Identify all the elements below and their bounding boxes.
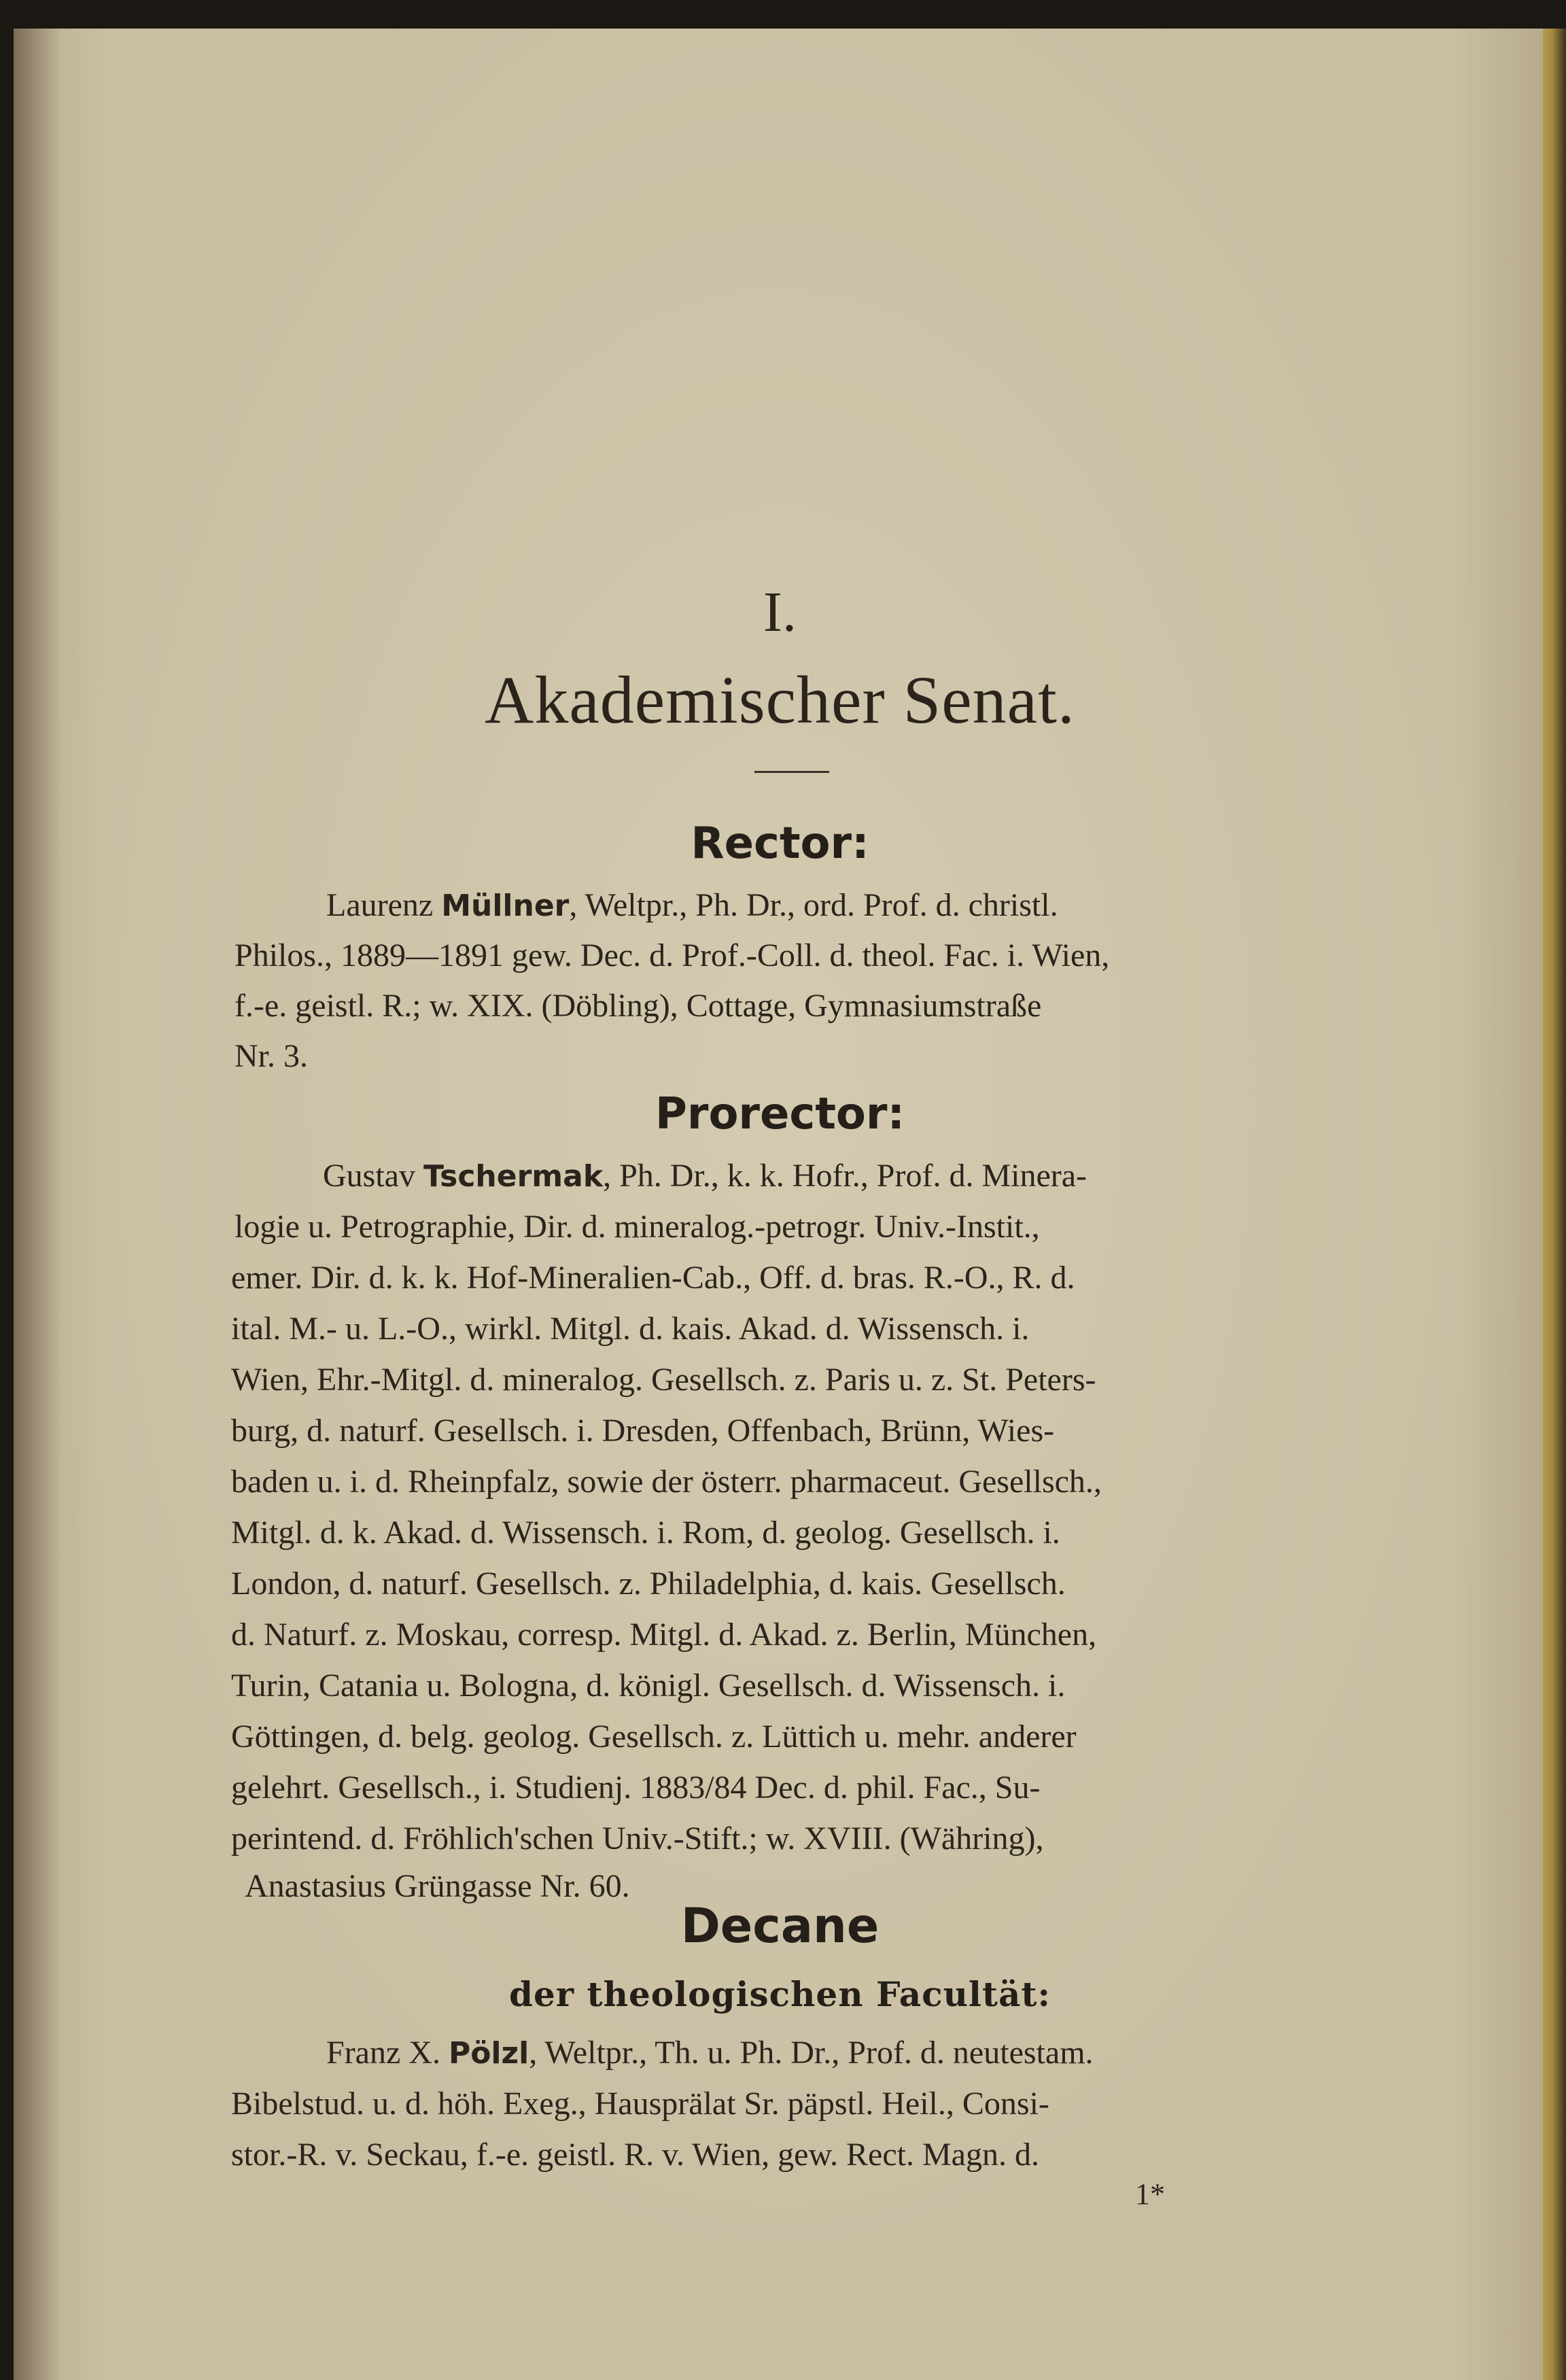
prorector-line-11: Turin, Catania u. Bologna, d. königl. Gesellsch. d. Wissensch. i.: [231, 1668, 1066, 1704]
rector-line-1: Laurenz Müllner, Weltpr., Ph. Dr., ord. Prof. d. christl.: [326, 887, 1058, 923]
rector-name: Müllner: [441, 889, 570, 923]
prorector-line-14: perintend. d. Fröhlich'schen Univ.-Stift.; w. XVIII. (Währing),: [231, 1821, 1044, 1857]
prorector-line-13: gelehrt. Gesellsch., i. Studienj. 1883/84 Dec. d. phil. Fac., Su-: [231, 1770, 1041, 1806]
gutter-shadow: [14, 29, 61, 2380]
section-number: I.: [763, 581, 797, 644]
decane-line-3: stor.-R. v. Seckau, f.-e. geistl. R. v. Wien, gew. Rect. Magn. d.: [231, 2137, 1039, 2173]
rector-line-2: Philos., 1889—1891 gew. Dec. d. Prof.-Coll. d. theol. Fac. i. Wien,: [234, 937, 1110, 973]
prorector-line-6: burg, d. naturf. Gesellsch. i. Dresden, Offenbach, Brünn, Wies-: [231, 1413, 1055, 1449]
decane-line-2: Bibelstud. u. d. höh. Exeg., Hausprälat Sr. päpstl. Heil., Consi-: [231, 2086, 1049, 2122]
rector-heading: Rector:: [691, 818, 869, 869]
decane-heading: Decane: [680, 1898, 880, 1954]
faculty-subheading: der theologischen Facultät:: [509, 1974, 1051, 2014]
page-edge: [1543, 29, 1566, 2380]
prorector-line-5: Wien, Ehr.-Mitgl. d. mineralog. Gesellsch. z. Paris u. z. St. Peters-: [231, 1362, 1096, 1398]
prorector-line-4: ital. M.- u. L.-O., wirkl. Mitgl. d. kais. Akad. d. Wissensch. i.: [231, 1311, 1030, 1347]
prorector-line-9: London, d. naturf. Gesellsch. z. Philadelphia, d. kais. Gesellsch.: [231, 1566, 1066, 1602]
signature-mark: 1*: [1135, 2177, 1165, 2211]
prorector-line-12: Göttingen, d. belg. geolog. Gesellsch. z. Lüttich u. mehr. anderer: [231, 1719, 1077, 1755]
title-divider: [754, 771, 829, 773]
prorector-line-1: Gustav Tschermak, Ph. Dr., k. k. Hofr., Prof. d. Minera-: [323, 1158, 1088, 1194]
rector-line-4: Nr. 3.: [234, 1038, 308, 1074]
paper-sheet: [14, 29, 1546, 2380]
prorector-line-7: baden u. i. d. Rheinpfalz, sowie der österr. pharmaceut. Gesellsch.,: [231, 1464, 1102, 1500]
prorector-name: Tschermak: [423, 1159, 604, 1194]
prorector-line-2: logie u. Petrographie, Dir. d. mineralog.-petrogr. Univ.-Instit.,: [234, 1209, 1040, 1245]
section-title: Akademischer Senat.: [485, 662, 1075, 738]
prorector-line-8: Mitgl. d. k. Akad. d. Wissensch. i. Rom, d. geolog. Gesellsch. i.: [231, 1515, 1060, 1551]
decane-line-1: Franz X. Pölzl, Weltpr., Th. u. Ph. Dr., Prof. d. neutestam.: [326, 2035, 1094, 2071]
prorector-line-10: d. Naturf. z. Moskau, corresp. Mitgl. d. Akad. z. Berlin, München,: [231, 1617, 1097, 1653]
prorector-heading: Prorector:: [655, 1089, 905, 1139]
prorector-line-3: emer. Dir. d. k. k. Hof-Mineralien-Cab., Off. d. bras. R.-O., R. d.: [231, 1260, 1075, 1296]
prorector-line-15: Anastasius Grüngasse Nr. 60.: [245, 1868, 630, 1904]
rector-line-3: f.-e. geistl. R.; w. XIX. (Döbling), Cottage, Gymnasiumstraße: [234, 988, 1042, 1024]
decane-name: Pölzl: [448, 2036, 529, 2071]
